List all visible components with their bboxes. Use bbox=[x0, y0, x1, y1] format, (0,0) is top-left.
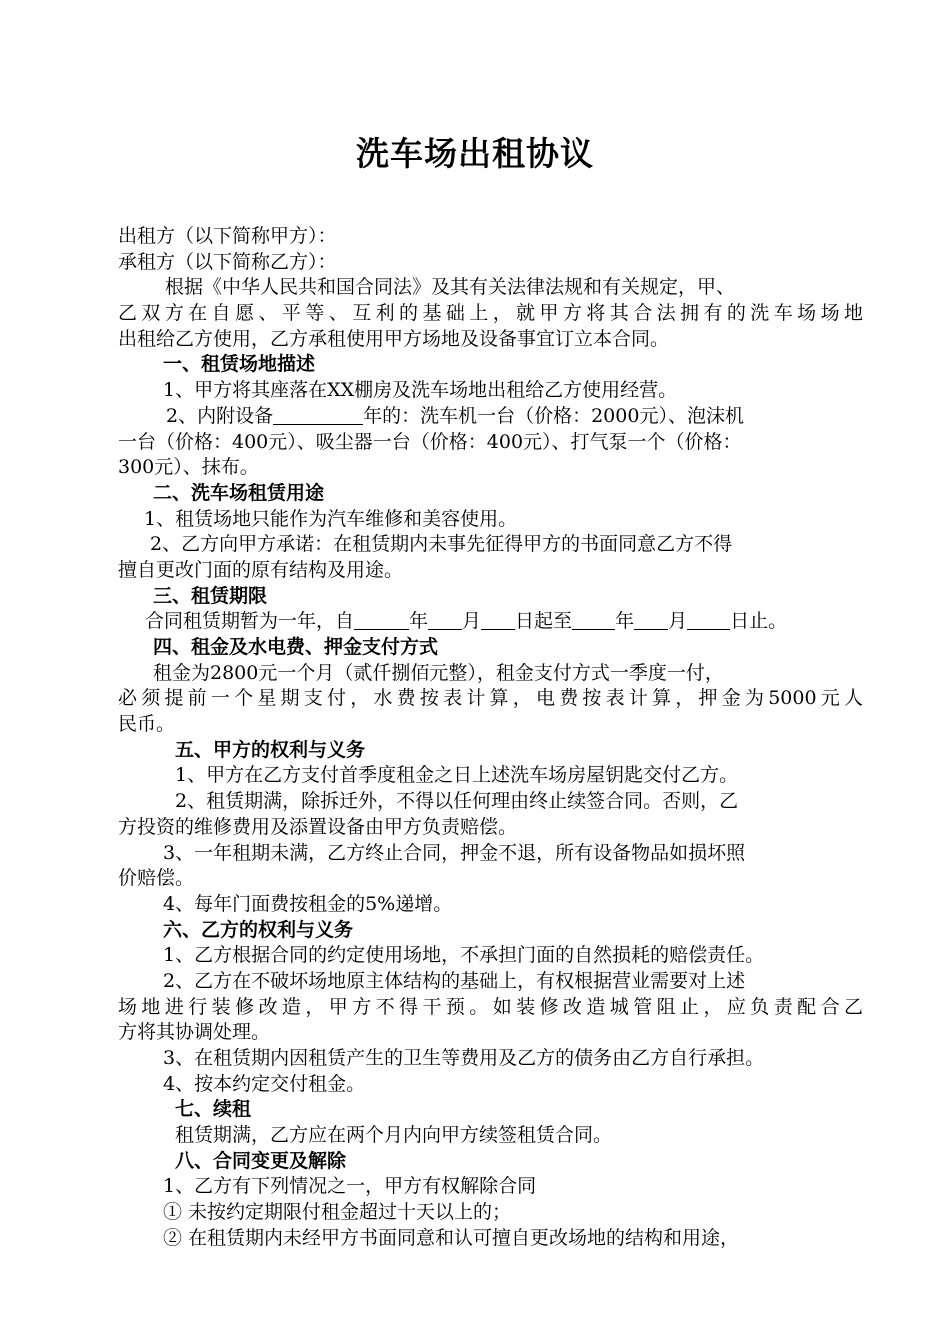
blank-underline bbox=[354, 610, 409, 630]
paragraph-line: 一台（价格：400元）、吸尘器一台（价格：400元）、打气泵一个（价格： bbox=[118, 430, 742, 453]
document-body bbox=[118, 224, 863, 1252]
paragraph: 租赁期满，乙方应在两个月内向甲方续签租赁合同。 bbox=[175, 1124, 613, 1147]
lessee-line: 承租方（以下简称乙方）： bbox=[118, 250, 337, 273]
paragraph: 1、甲方在乙方支付首季度租金之日上述洗车场房屋钥匙交付乙方。 bbox=[175, 764, 739, 787]
paragraph: 1、甲方将其座落在XX棚房及洗车场地出租给乙方使用经营。 bbox=[163, 379, 678, 402]
section-heading: 一、租赁场地描述 bbox=[163, 353, 316, 376]
paragraph bbox=[118, 404, 863, 430]
paragraph-line: 民币。 bbox=[118, 713, 176, 736]
section-heading: 八、合同变更及解除 bbox=[175, 1149, 347, 1172]
preamble-line: 出租给乙方使用，乙方承租使用甲方场地及设备事宜订立本合同。 bbox=[118, 327, 670, 350]
lease-term-line bbox=[118, 609, 863, 635]
text: 日止。 bbox=[730, 610, 788, 633]
paragraph: 2、乙方在不破坏场地原主体结构的基础上，有权根据营业需要对上述 bbox=[163, 969, 746, 992]
paragraph: 3、一年租期未满，乙方终止合同，押金不退，所有设备物品如损坏照 bbox=[163, 841, 746, 864]
paragraph: 1、乙方有下列情况之一，甲方有权解除合同 bbox=[163, 1175, 537, 1198]
paragraph: 4、按本约定交付租金。 bbox=[163, 1072, 366, 1095]
section-heading: 五、甲方的权利与义务 bbox=[175, 738, 366, 761]
blank-underline bbox=[481, 610, 515, 630]
text: 年 bbox=[409, 610, 429, 633]
list-item: ① 未按约定期限付租金超过十天以上的； bbox=[163, 1201, 512, 1224]
section-heading: 六、乙方的权利与义务 bbox=[163, 918, 354, 941]
paragraph-line: 300元）、抹布。 bbox=[118, 456, 259, 479]
paragraph-line: 擅自更改门面的原有结构及用途。 bbox=[118, 558, 404, 581]
section-heading: 四、租金及水电费、押金支付方式 bbox=[153, 636, 439, 658]
paragraph: 1、租赁场地只能作为汽车维修和美容使用。 bbox=[144, 507, 518, 530]
blank-underline bbox=[273, 405, 363, 425]
section-heading: 七、续租 bbox=[175, 1098, 252, 1121]
blank-underline bbox=[687, 610, 730, 630]
blank-underline bbox=[572, 610, 615, 630]
paragraph-line: 方投资的维修费用及添置设备由甲方负责赔偿。 bbox=[118, 815, 518, 838]
paragraph-line: 必须提前一个星期支付，水费按表计算，电费按表计算，押金为5000元人 bbox=[118, 687, 863, 710]
section-heading: 二、洗车场租赁用途 bbox=[153, 481, 325, 504]
document-title: 洗车场出租协议 bbox=[356, 134, 594, 173]
text: 年的：洗车机一台（价格：2000元）、泡沫机 bbox=[363, 404, 744, 427]
paragraph: 租金为2800元一个月（贰仟捌佰元整），租金支付方式一季度一付， bbox=[153, 661, 724, 684]
text: 月 bbox=[462, 610, 482, 633]
paragraph: 4、每年门面费按租金的5%递增。 bbox=[163, 892, 453, 915]
paragraph: 1、乙方根据合同的约定使用场地，不承担门面的自然损耗的赔偿责任。 bbox=[163, 944, 765, 967]
preamble-line: 根据《中华人民共和国合同法》及其有关法律法规和有关规定，甲、 bbox=[165, 276, 736, 299]
paragraph-line: 场地进行装修改造，甲方不得干预。如装修改造城管阻止，应负责配合乙 bbox=[118, 995, 863, 1018]
blank-underline bbox=[634, 610, 668, 630]
text: 合同租赁期暂为一年，自 bbox=[145, 610, 355, 633]
preamble-line: 乙双方在自愿、平等、互利的基础上，就甲方将其合法拥有的洗车场场地 bbox=[118, 302, 863, 325]
text: 年 bbox=[615, 610, 635, 633]
section-heading: 三、租赁期限 bbox=[153, 584, 268, 607]
text: 月 bbox=[668, 610, 688, 633]
paragraph: 3、在租赁期内因租赁产生的卫生等费用及乙方的债务由乙方自行承担。 bbox=[163, 1047, 765, 1069]
paragraph: 2、乙方向甲方承诺：在租赁期内未事先征得甲方的书面同意乙方不得 bbox=[150, 533, 733, 556]
paragraph: 2、租赁期满，除拆迁外，不得以任何理由终止续签合同。否则，乙 bbox=[175, 790, 739, 813]
lessor-line: 出租方（以下简称甲方）： bbox=[118, 225, 337, 247]
text: 2、内附设备 bbox=[166, 404, 274, 427]
blank-underline bbox=[428, 610, 462, 630]
paragraph-line: 价赔偿。 bbox=[118, 867, 195, 890]
paragraph-line: 方将其协调处理。 bbox=[118, 1021, 271, 1044]
list-item: ② 在租赁期内未经甲方书面同意和认可擅自更改场地的结构和用途， bbox=[163, 1226, 740, 1249]
text: 日起至 bbox=[515, 610, 573, 633]
